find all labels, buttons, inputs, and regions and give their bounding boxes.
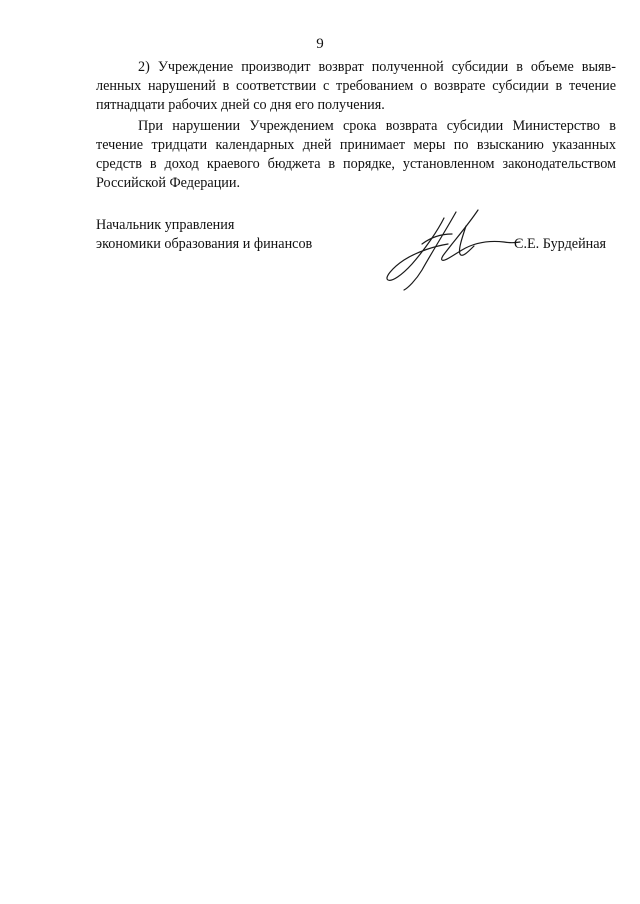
paragraph-refund-procedure: 2) Учреждение производит возврат полученной субсидии в объеме выявленных нарушений в соответствии с требованием о возврате субсидии в течение пятнадцати рабочих дней со дня его получения. (96, 59, 616, 113)
signatory-name: С.Е. Бурдейная (514, 236, 607, 252)
paragraph-violation-measures: При нарушении Учреждением срока возврата субсидии Министерство в течение тридцати календарных дней принимает меры по взысканию указанных средств в доход краевого бюджета в порядке, установленном законодательством Российской Федерации. (96, 118, 616, 191)
body-text (96, 58, 616, 195)
signatory-position-line2: экономики образования и финансов (96, 236, 313, 252)
signature-block (96, 216, 616, 306)
signatory-position-line1: Начальник управления (96, 217, 235, 233)
page-number: 9 (316, 36, 324, 52)
handwritten-signature (382, 208, 522, 292)
signatory-position (96, 216, 312, 254)
